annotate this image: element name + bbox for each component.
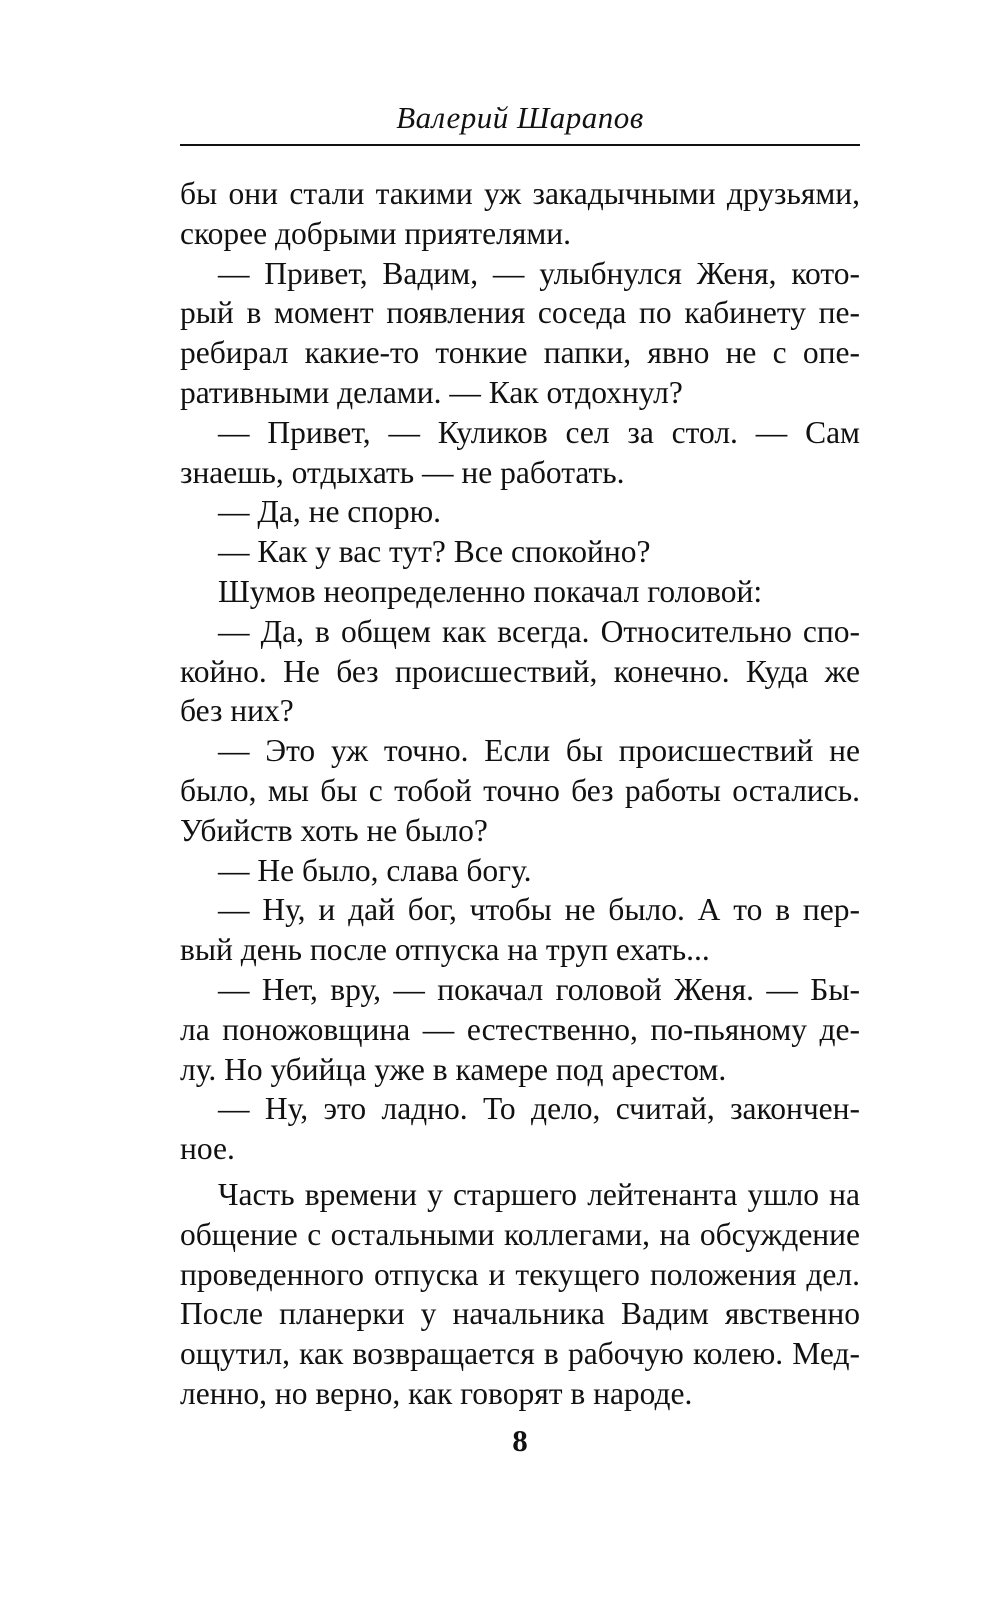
text-line: ное. (180, 1131, 235, 1167)
text-line: — Ну, и дай бог, чтобы не было. А то в пер- (218, 892, 860, 928)
text-line: ленно, но верно, как говорят в народе. (180, 1375, 693, 1411)
running-header: Валерий Шарапов (396, 100, 644, 135)
text-line: — Это уж точно. Если бы происшествий не (218, 733, 860, 769)
text-line: ощутил, как возвращается в рабочую колею. Мед- (180, 1336, 860, 1372)
page-text (180, 174, 860, 1414)
text-line: вый день после отпуска на труп ехать... (180, 932, 710, 968)
text-line: лу. Но убийца уже в камере под арестом. (180, 1051, 727, 1087)
text-line: койно. Не без происшествий, конечно. Куда же (180, 653, 860, 689)
text-line: ративными делами. — Как отдохнул? (180, 374, 683, 410)
text-line: — Привет, — Куликов сел за стол. — Сам (218, 414, 860, 450)
text-line: проведенного отпуска и текущего положения дел. (180, 1256, 860, 1292)
text-line: скорее добрыми приятелями. (180, 215, 571, 251)
text-line: без них? (180, 693, 294, 729)
text-line: — Привет, Вадим, — улыбнулся Женя, кото- (218, 255, 860, 291)
text-line: знаешь, отдыхать — не работать. (180, 454, 625, 490)
text-line: рый в момент появления соседа по кабинету пе- (180, 295, 860, 331)
text-line: общение с остальными коллегами, на обсуждение (180, 1216, 860, 1252)
text-line: было, мы бы с тобой точно без работы остались. (180, 772, 860, 808)
text-line: — Как у вас тут? Все спокойно? (218, 534, 651, 570)
text-line: ребирал какие-то тонкие папки, явно не с опе- (180, 335, 860, 371)
text-line: Убийств хоть не было? (180, 812, 488, 848)
text-line: ла поножовщина — естественно, по-пьяному де- (180, 1011, 860, 1047)
header-rule (180, 144, 860, 146)
text-line: — Ну, это ладно. То дело, считай, закончен- (218, 1091, 860, 1127)
text-line: После планерки у начальника Вадим явственно (180, 1296, 860, 1332)
page-number: 8 (512, 1423, 528, 1458)
text-line: — Да, в общем как всегда. Относительно спо- (218, 613, 860, 649)
text-line: Часть времени у старшего лейтенанта ушло на (218, 1176, 860, 1212)
text-line: — Да, не спорю. (218, 494, 442, 530)
text-line: — Нет, вру, — покачал головой Женя. — Бы- (218, 971, 860, 1007)
text-line: Шумов неопределенно покачал головой: (218, 573, 763, 609)
text-line: бы они стали такими уж закадычными друзьями, (180, 176, 860, 211)
text-line: — Не было, слава богу. (218, 852, 532, 888)
